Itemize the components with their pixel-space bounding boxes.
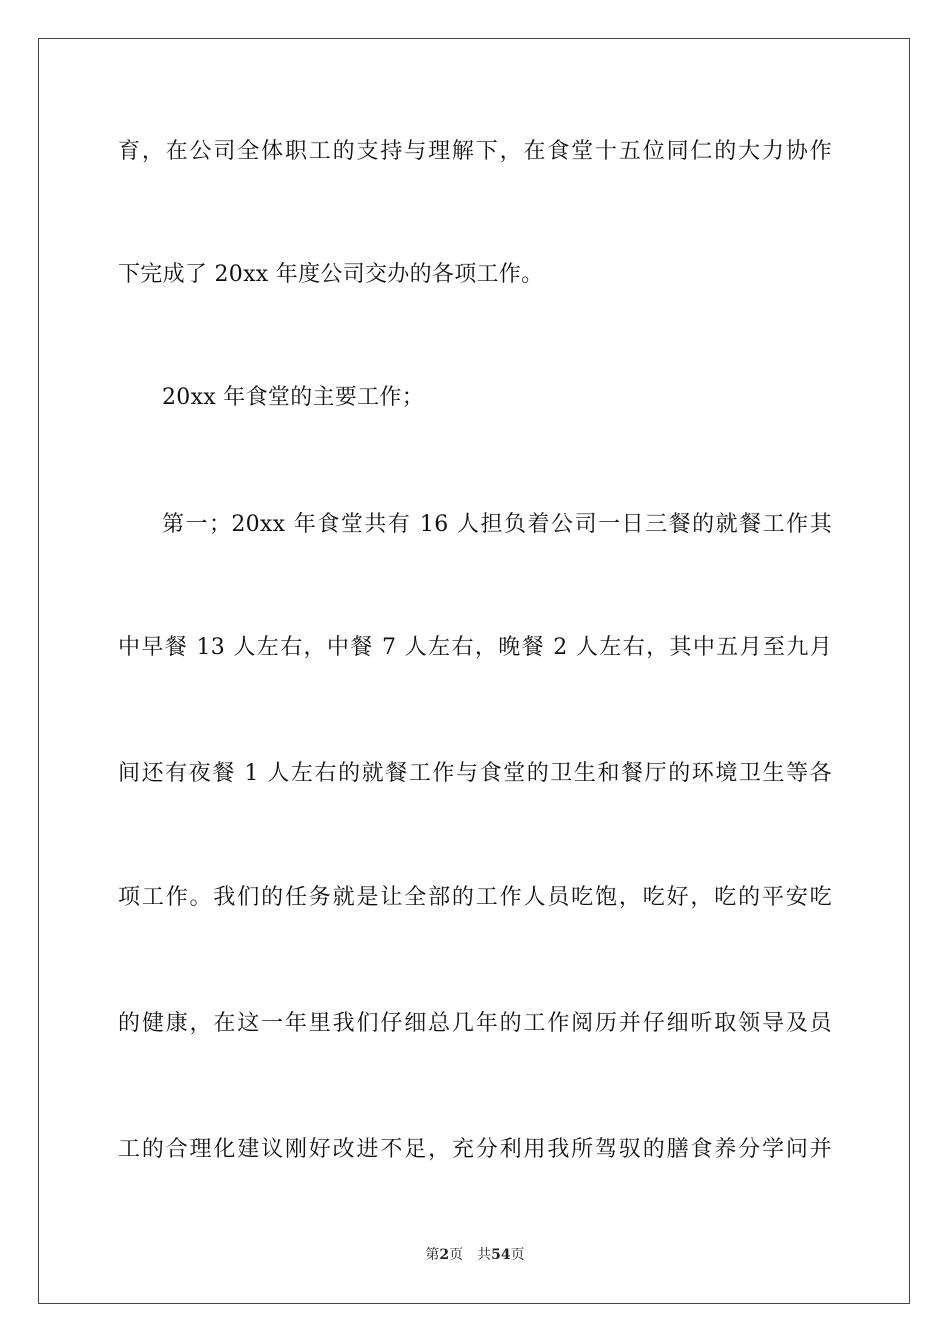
page-prefix: 第 bbox=[425, 1247, 440, 1263]
page-number: 2 bbox=[439, 1247, 450, 1263]
total-prefix: 共 bbox=[477, 1247, 492, 1263]
body-line-4: 第一；20xx 年食堂共有 16 人担负着公司一日三餐的就餐工作其 bbox=[162, 512, 832, 537]
page-footer bbox=[0, 1246, 950, 1264]
body-line-2: 下完成了 20xx 年度公司交办的各项工作。 bbox=[118, 262, 544, 287]
body-line-7: 项工作。我们的任务就是让全部的工作人员吃饱，吃好，吃的平安吃 bbox=[118, 885, 832, 910]
total-pages: 54 bbox=[491, 1247, 511, 1263]
body-line-9: 工的合理化建议刚好改进不足，充分利用我所驾驭的膳食养分学问并 bbox=[118, 1137, 832, 1162]
body-line-5: 中早餐 13 人左右，中餐 7 人左右，晚餐 2 人左右，其中五月至九月 bbox=[118, 635, 832, 660]
body-line-1: 育，在公司全体职工的支持与理解下，在食堂十五位同仁的大力协作 bbox=[118, 139, 832, 164]
body-line-8: 的健康，在这一年里我们仔细总几年的工作阅历并仔细听取领导及员 bbox=[118, 1011, 832, 1036]
body-line-6: 间还有夜餐 1 人左右的就餐工作与食堂的卫生和餐厅的环境卫生等各 bbox=[118, 761, 832, 786]
page-suffix: 页 bbox=[449, 1247, 464, 1263]
page-border bbox=[38, 38, 910, 1304]
section-heading: 20xx 年食堂的主要工作； bbox=[162, 385, 425, 410]
total-suffix: 页 bbox=[510, 1247, 525, 1263]
